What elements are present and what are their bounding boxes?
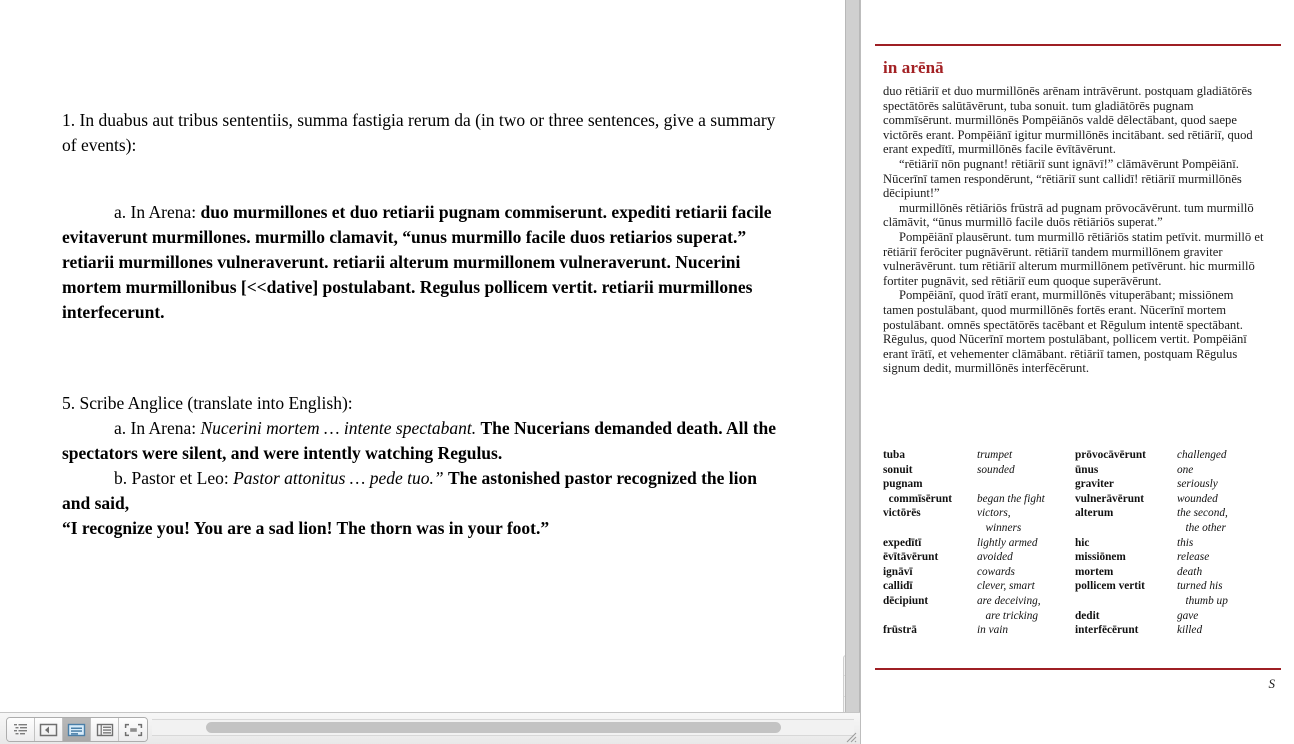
latin-paragraph: Pompēiānī, quod īrātī erant, murmillōnēs vituperābant; missiōnem tamen postulābant, quod murmillōnēs fortēs erant. Nūcerīnī mortem postulābant. omnēs spectātōrēs tacēbant et Rēgulum intentē spectābant. Rēgulus, quod Nūcerīnī mortem postulābant, pollicem vertit. Pompēiānī erant īrātī, et vehementer clāmābant. rētiāriī tamen, postquam Rēgulus signum dedit, murmillōnēs interfēcērunt. [883, 288, 1247, 376]
glossary-term: graviter [1075, 478, 1114, 491]
glossary-definition: cowards [977, 565, 1015, 578]
glossary-term: dedit [1075, 609, 1100, 622]
glossary-definition: victors, [977, 507, 1011, 520]
glossary-term: pollicem vertit [1075, 580, 1145, 593]
question-1-item-a-label: a. In Arena: [114, 202, 197, 222]
question-1-item-a [62, 200, 787, 325]
glossary-term: ūnus [1075, 463, 1099, 476]
glossary-definition: wounded [1177, 492, 1218, 505]
question-5-item-a-latin: Nucerini mortem … intente spectabant. [200, 418, 477, 438]
glossary-grid [883, 448, 1275, 638]
document-bottom-toolbar [0, 712, 860, 744]
glossary-definition: began the fight [977, 492, 1045, 505]
glossary-definition: sounded [977, 463, 1015, 476]
glossary-definition: turned his [1177, 580, 1223, 593]
glossary-term: sonuit [883, 463, 913, 476]
question-1-item-a-answer: duo murmillones et duo retiarii pugnam commiserunt. expediti retiarii facile evitaverunt murmillones. murmillo clamavit, “unus murmillo facile duos retiarios superat.” retiarii murmillones vulneraverunt. retiarii alterum murmillonem vulneraverunt. Nucerini mortem murmillonibus [<<dative] postulabant. Regulus pollicem vertit. retiarii murmillones interfecerunt. [62, 202, 772, 322]
view-mode-full-screen-button[interactable] [119, 718, 147, 741]
glossary-term: interfēcērunt [1075, 624, 1139, 637]
glossary-term: expedītī [883, 536, 922, 549]
question-5-item-a [62, 416, 787, 466]
bottom-rule [875, 668, 1281, 670]
glossary-term: tuba [883, 449, 905, 461]
window-gutter [845, 0, 860, 712]
question-5-item-b-answer: The astonished pastor recognized the lion and said, [62, 468, 757, 513]
glossary-term [1075, 594, 1177, 609]
latin-paragraph: duo rētiāriī et duo murmillōnēs arēnam intrāvērunt. postquam gladiātōrēs spectātōrēs salūtāvērunt, tuba sonuit. tum gladiātōrēs pugnam commīsērunt. murmillōnēs Pompēiānōs valdē dēlectābant, quod saepe victōrēs erant. Pompēiānī igitur murmillōnēs incitābant. sed rētiāriī, quod erant expedītī, murmillōnēs facile ēvītāvērunt. [883, 84, 1253, 157]
glossary-term [883, 609, 977, 624]
glossary-definition: gave [1177, 609, 1199, 622]
glossary-term: ignāvī [883, 565, 913, 578]
glossary-term: dēcipiunt [883, 594, 929, 607]
glossary-term [883, 521, 977, 536]
view-mode-outline-button[interactable] [7, 718, 35, 741]
glossary-term: commīsērunt [883, 492, 953, 505]
glossary-term: frūstrā [883, 624, 917, 637]
glossary-term: prōvocāvērunt [1075, 449, 1146, 461]
question-5-item-b [62, 466, 787, 516]
view-mode-notebook-button[interactable] [91, 718, 119, 741]
glossary-term: ēvītāvērunt [883, 551, 939, 564]
latin-passage [883, 84, 1265, 376]
glossary-term: mortem [1075, 565, 1114, 578]
glossary-term [1075, 521, 1177, 536]
glossary-definition: killed [1177, 624, 1203, 637]
question-5-item-a-answer: The Nucerians demanded death. All the spectators were silent, and were intently watching Regulus. [62, 418, 777, 463]
view-mode-page-layout-button[interactable] [63, 718, 91, 741]
glossary-definition: death [1177, 565, 1203, 578]
glossary-term: victōrēs [883, 507, 921, 520]
glossary-definition: release [1177, 551, 1210, 564]
glossary-definition [977, 477, 1075, 492]
vocabulary-glossary [883, 448, 1275, 638]
glossary-definition: in vain [977, 624, 1009, 637]
glossary-definition: seriously [1177, 478, 1218, 491]
glossary-definition: avoided [977, 551, 1013, 564]
latin-paragraph: murmillōnēs rētiāriōs frūstrā ad pugnam prōvocāvērunt. tum murmillō clāmāvit, “ūnus murmillō facile duōs rētiāriōs superat.” [883, 200, 1254, 230]
glossary-definition: one [1177, 463, 1194, 476]
spacer-2 [62, 325, 787, 391]
question-5-item-a-label: a. In Arena: [114, 418, 197, 438]
draft-view-icon [39, 723, 58, 737]
glossary-definition: thumb up [1177, 594, 1228, 607]
glossary-definition: this [1177, 536, 1194, 549]
glossary-definition: are deceiving, [977, 594, 1041, 607]
notebook-view-icon [96, 723, 114, 737]
glossary-definition: winners [977, 521, 1022, 534]
glossary-definition: challenged [1177, 449, 1227, 461]
question-1-prompt: 1. In duabus aut tribus sententiis, summa fastigia rerum da (in two or three sentences, give a summary of events): [62, 110, 776, 155]
glossary-term: missiōnem [1075, 551, 1126, 564]
textbook-page [860, 0, 1294, 744]
window-resize-grip[interactable] [843, 729, 858, 744]
horizontal-scrollbar[interactable] [152, 719, 854, 736]
view-mode-draft-button[interactable] [35, 718, 63, 741]
glossary-definition: trumpet [977, 449, 1013, 461]
spacer-1 [62, 158, 787, 200]
glossary-term: hic [1075, 536, 1090, 549]
glossary-term: vulnerāvērunt [1075, 492, 1145, 505]
document-text-body [62, 108, 787, 541]
glossary-term: callidī [883, 580, 913, 593]
glossary-definition: the other [1177, 521, 1226, 534]
latin-paragraph: “rētiāriī nōn pugnant! rētiāriī sunt ignāvī!” clāmāvērunt Pompēiānī. Nūcerīnī tamen respondērunt, “rētiāriī sunt callidī! rētiāriī murmillōnēs dēcipiunt!” [883, 156, 1242, 201]
full-screen-view-icon [124, 723, 143, 737]
question-5-item-b-answer-line2: “I recognize you! You are a sad lion! The thorn was in your foot.” [62, 518, 550, 538]
page-signature: S [1268, 676, 1275, 691]
outline-view-icon [12, 723, 29, 736]
latin-paragraph: Pompēiānī plausērunt. tum murmillō rētiāriōs statim petīvit. murmillō et rētiāriī ferōciter pugnāvērunt. rētiāriī tandem murmillōnem graviter vulnerāvērunt. tum rētiāriī alterum murmillōnem petīvērunt. hic murmillō fortiter pugnāvit, sed rētiāriī eum quoque superāvērunt. [883, 229, 1264, 288]
view-mode-segmented-control[interactable] [6, 717, 148, 742]
glossary-term: pugnam [883, 478, 923, 491]
section-heading: in arēnā [883, 58, 944, 77]
page-layout-view-icon [67, 723, 86, 737]
glossary-definition: are tricking [977, 609, 1039, 622]
glossary-definition: clever, smart [977, 580, 1035, 593]
question-5-prompt: 5. Scribe Anglice (translate into English): [62, 393, 353, 413]
top-rule [875, 44, 1281, 46]
question-5-item-b-label: b. Pastor et Leo: [114, 468, 229, 488]
glossary-term: alterum [1075, 507, 1114, 520]
question-5-item-b-latin: Pastor attonitus … pede tuo.” [233, 468, 444, 488]
glossary-definition: lightly armed [977, 536, 1038, 549]
horizontal-scrollbar-thumb[interactable] [206, 722, 781, 733]
glossary-definition: the second, [1177, 507, 1228, 520]
